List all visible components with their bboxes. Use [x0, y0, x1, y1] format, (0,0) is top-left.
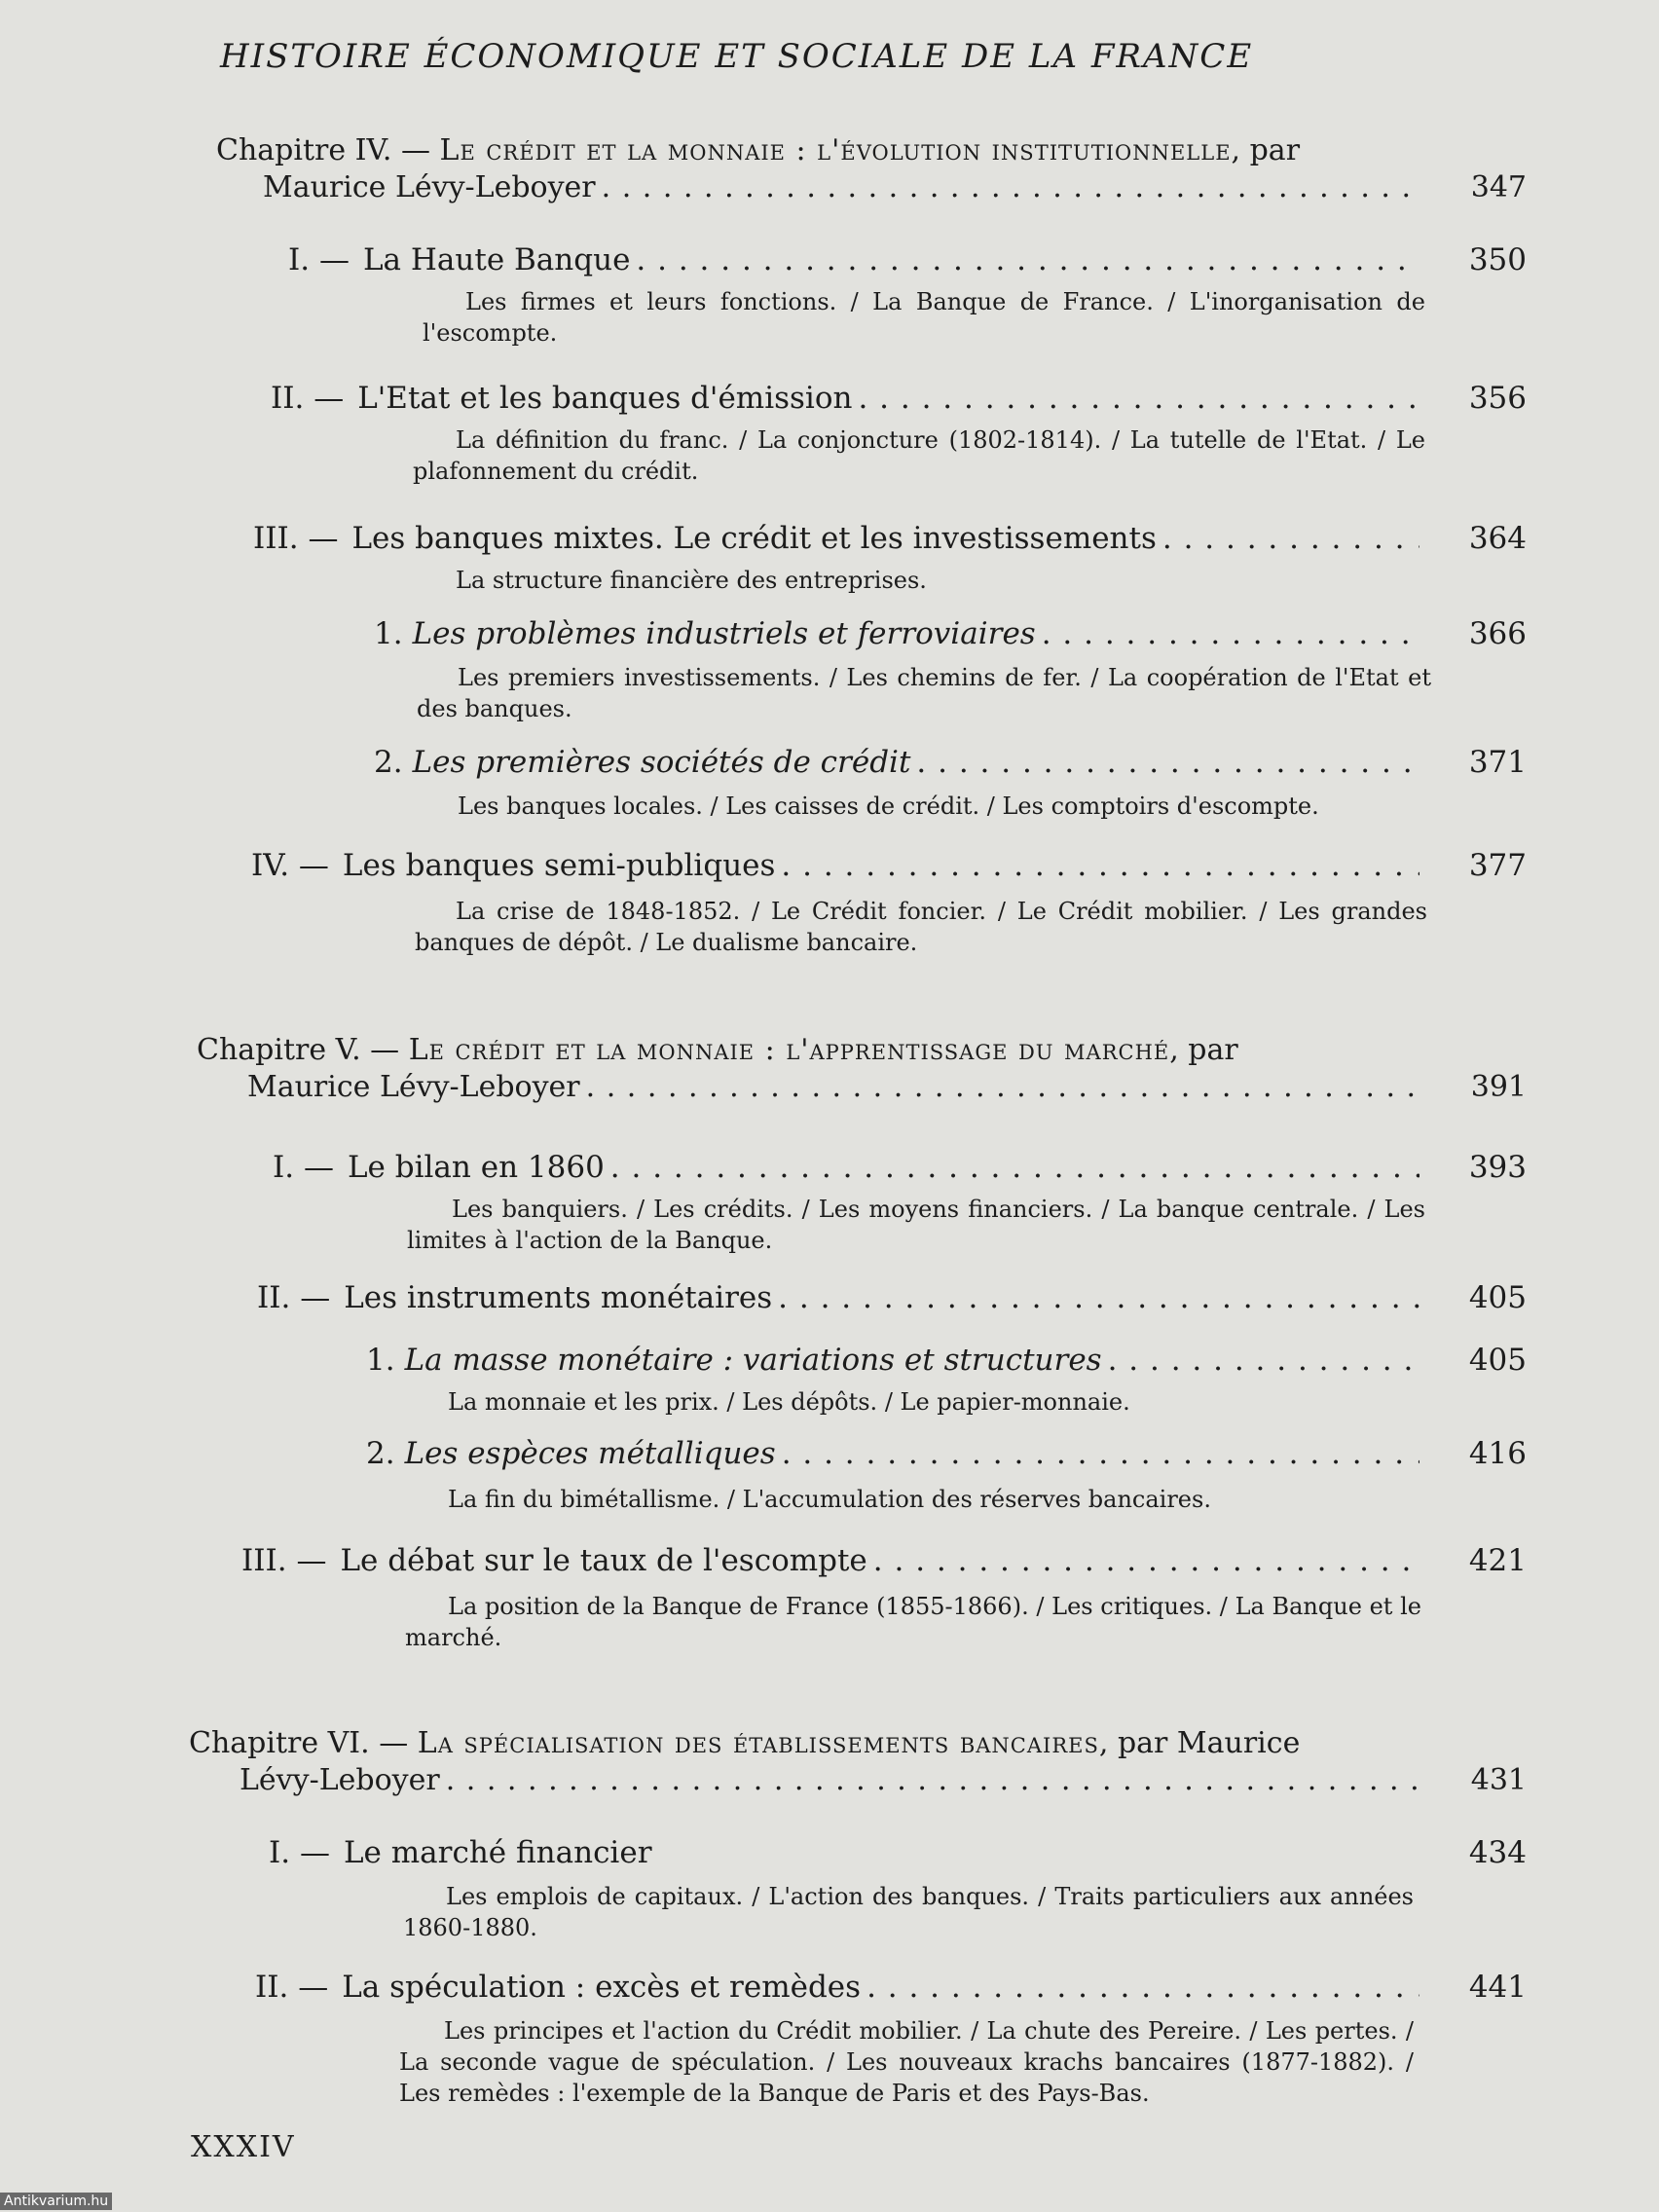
section-summary: Les emplois de capitaux. / L'action des banques. / Traits particuliers aux années 1860-1880.	[403, 1883, 1414, 1941]
chapter-entry: Chapitre VI. — La spécialisation des établissements bancaires , par Maurice Lévy-Leboyer . . . 431	[189, 1725, 1527, 1799]
page-number: 391	[1470, 1070, 1527, 1104]
section-title: La spéculation : excès et remèdes	[342, 1970, 862, 2005]
section-number: III. —	[241, 1543, 327, 1578]
chapter-label: Chapitre VI.	[189, 1726, 370, 1760]
page-number: 405	[1468, 1280, 1527, 1315]
dot-leader	[858, 380, 1419, 417]
chapter-author: Maurice Lévy-Leboyer	[247, 1070, 580, 1104]
page-number: 377	[1468, 848, 1527, 883]
subsection-summary: La monnaie et les prix. / Les dépôts. / Le papier-monnaie.	[448, 1388, 1130, 1416]
subsection-number: 1.	[366, 1343, 395, 1378]
chapter-author: Maurice Lévy-Leboyer	[263, 170, 596, 204]
section-number: I. —	[273, 1150, 334, 1185]
subsection-number: 2.	[374, 745, 403, 780]
section-entry	[271, 380, 1527, 417]
chapter-author: Lévy-Leboyer	[240, 1763, 440, 1797]
subsection-entry	[374, 744, 1527, 781]
dot-leader	[916, 744, 1419, 781]
section-entry	[269, 1834, 1527, 1871]
dot-leader	[866, 1969, 1419, 2006]
section-entry	[251, 847, 1527, 884]
dot-leader	[1042, 615, 1419, 652]
section-entry	[255, 1969, 1527, 2006]
dot-leader	[446, 1762, 1419, 1799]
subsection-summary: Les premiers investissements. / Les chemins de fer. / La coopération de l'Etat et des banques.	[417, 664, 1431, 722]
section-title: Le marché financier	[343, 1835, 652, 1870]
page-number: 366	[1468, 616, 1527, 651]
section-number: II. —	[271, 381, 345, 416]
page-number: 405	[1468, 1343, 1527, 1378]
page-folio: XXXIV	[191, 2130, 296, 2164]
chapter-entry: Chapitre IV. — Le crédit et la monnaie : l'évolution institutionnelle , par Maurice Lévy-Leboyer . . . 347	[216, 132, 1527, 206]
section-entry	[241, 1542, 1527, 1579]
dot-leader	[781, 847, 1419, 884]
section-summary: La position de la Banque de France (1855-1866). / Les critiques. / La Banque et le marché.	[405, 1593, 1421, 1651]
section-number: I. —	[288, 242, 350, 277]
page-number: 350	[1468, 242, 1527, 277]
page-number: 441	[1468, 1970, 1527, 2005]
dot-leader	[1162, 520, 1419, 557]
dot-leader	[778, 1279, 1419, 1316]
subsection-number: 1.	[374, 616, 403, 651]
page-number: 421	[1468, 1543, 1527, 1578]
section-summary: Les firmes et leurs fonctions. / La Banque de France. / L'inorganisation de l'escompte.	[423, 288, 1425, 347]
section-entry	[288, 241, 1527, 278]
section-number: III. —	[253, 521, 339, 556]
subsection-title: La masse monétaire : variations et structures	[404, 1343, 1102, 1378]
subsection-entry	[374, 615, 1527, 652]
dot-leader	[610, 1149, 1419, 1186]
dot-leader	[586, 1069, 1419, 1106]
chapter-title: Le crédit et la monnaie : l'apprentissage du marché	[408, 1033, 1170, 1067]
section-summary: La crise de 1848-1852. / Le Crédit foncier. / Le Crédit mobilier. / Les grandes banques de dépôt. / Le dualisme bancaire.	[415, 898, 1427, 956]
subsection-summary: La fin du bimétallisme. / L'accumulation des réserves bancaires.	[448, 1486, 1211, 1513]
chapter-label: Chapitre IV.	[216, 133, 392, 167]
section-title: La Haute Banque	[362, 242, 631, 277]
page-number: 431	[1470, 1763, 1527, 1797]
section-title: Le débat sur le taux de l'escompte	[340, 1543, 867, 1578]
page-number: 371	[1468, 745, 1527, 780]
section-number: I. —	[269, 1835, 330, 1870]
dot-leader	[873, 1542, 1419, 1579]
section-title: Les banques mixtes. Le crédit et les investissements	[351, 521, 1157, 556]
section-title: L'Etat et les banques d'émission	[357, 381, 853, 416]
page-number: 347	[1470, 170, 1527, 204]
page-number: 364	[1468, 521, 1527, 556]
section-title: Les instruments monétaires	[344, 1280, 773, 1315]
page-number: 356	[1468, 381, 1527, 416]
section-number: IV. —	[251, 848, 329, 883]
subsection-title: Les problèmes industriels et ferroviaires	[412, 616, 1036, 651]
watermark: Antikvarium.hu	[0, 2193, 112, 2210]
page-number: 393	[1468, 1150, 1527, 1185]
subsection-entry	[366, 1342, 1527, 1379]
chapter-title: La spécialisation des établissements bancaires	[417, 1726, 1099, 1760]
section-entry	[253, 520, 1527, 557]
section-number: II. —	[257, 1280, 331, 1315]
chapter-title: Le crédit et la monnaie : l'évolution institutionnelle	[439, 133, 1232, 167]
subsection-title: Les espèces métalliques	[404, 1436, 776, 1471]
chapter-entry: Chapitre V. — Le crédit et la monnaie : l'apprentissage du marché , par Maurice Lévy-Leboyer . . . 391	[197, 1032, 1527, 1106]
section-summary: La définition du franc. / La conjoncture (1802-1814). / La tutelle de l'Etat. / Le plafonnement du crédit.	[413, 426, 1425, 485]
subsection-summary: Les banques locales. / Les caisses de crédit. / Les comptoirs d'escompte.	[458, 793, 1319, 820]
dot-leader	[602, 169, 1419, 206]
subsection-entry	[366, 1435, 1527, 1472]
subsection-title: Les premières sociétés de crédit	[412, 745, 911, 780]
dot-leader	[782, 1435, 1419, 1472]
dot-leader	[636, 241, 1419, 278]
section-summary: Les principes et l'action du Crédit mobilier. / La chute des Pereire. / Les pertes. / La seconde vague de spéculation. / Les nouveaux krachs bancaires (1877-1882). / Les remèdes : l'exemple de la Banque de Paris et des Pays-Bas.	[399, 2017, 1414, 2107]
section-title: Le bilan en 1860	[347, 1150, 605, 1185]
subsection-number: 2.	[366, 1436, 395, 1471]
page-number: 434	[1468, 1835, 1527, 1870]
section-title: Les banques semi-publiques	[342, 848, 776, 883]
running-head: HISTOIRE ÉCONOMIQUE ET SOCIALE DE LA FRANCE	[220, 37, 1254, 76]
section-entry	[273, 1149, 1527, 1186]
section-number: II. —	[255, 1970, 329, 2005]
page-number: 416	[1468, 1436, 1527, 1471]
section-summary: La structure financière des entreprises.	[456, 567, 927, 594]
section-entry	[257, 1279, 1527, 1316]
chapter-label: Chapitre V.	[197, 1033, 361, 1067]
section-summary: Les banquiers. / Les crédits. / Les moyens financiers. / La banque centrale. / Les limites à l'action de la Banque.	[407, 1196, 1425, 1254]
dot-leader	[1108, 1342, 1419, 1379]
